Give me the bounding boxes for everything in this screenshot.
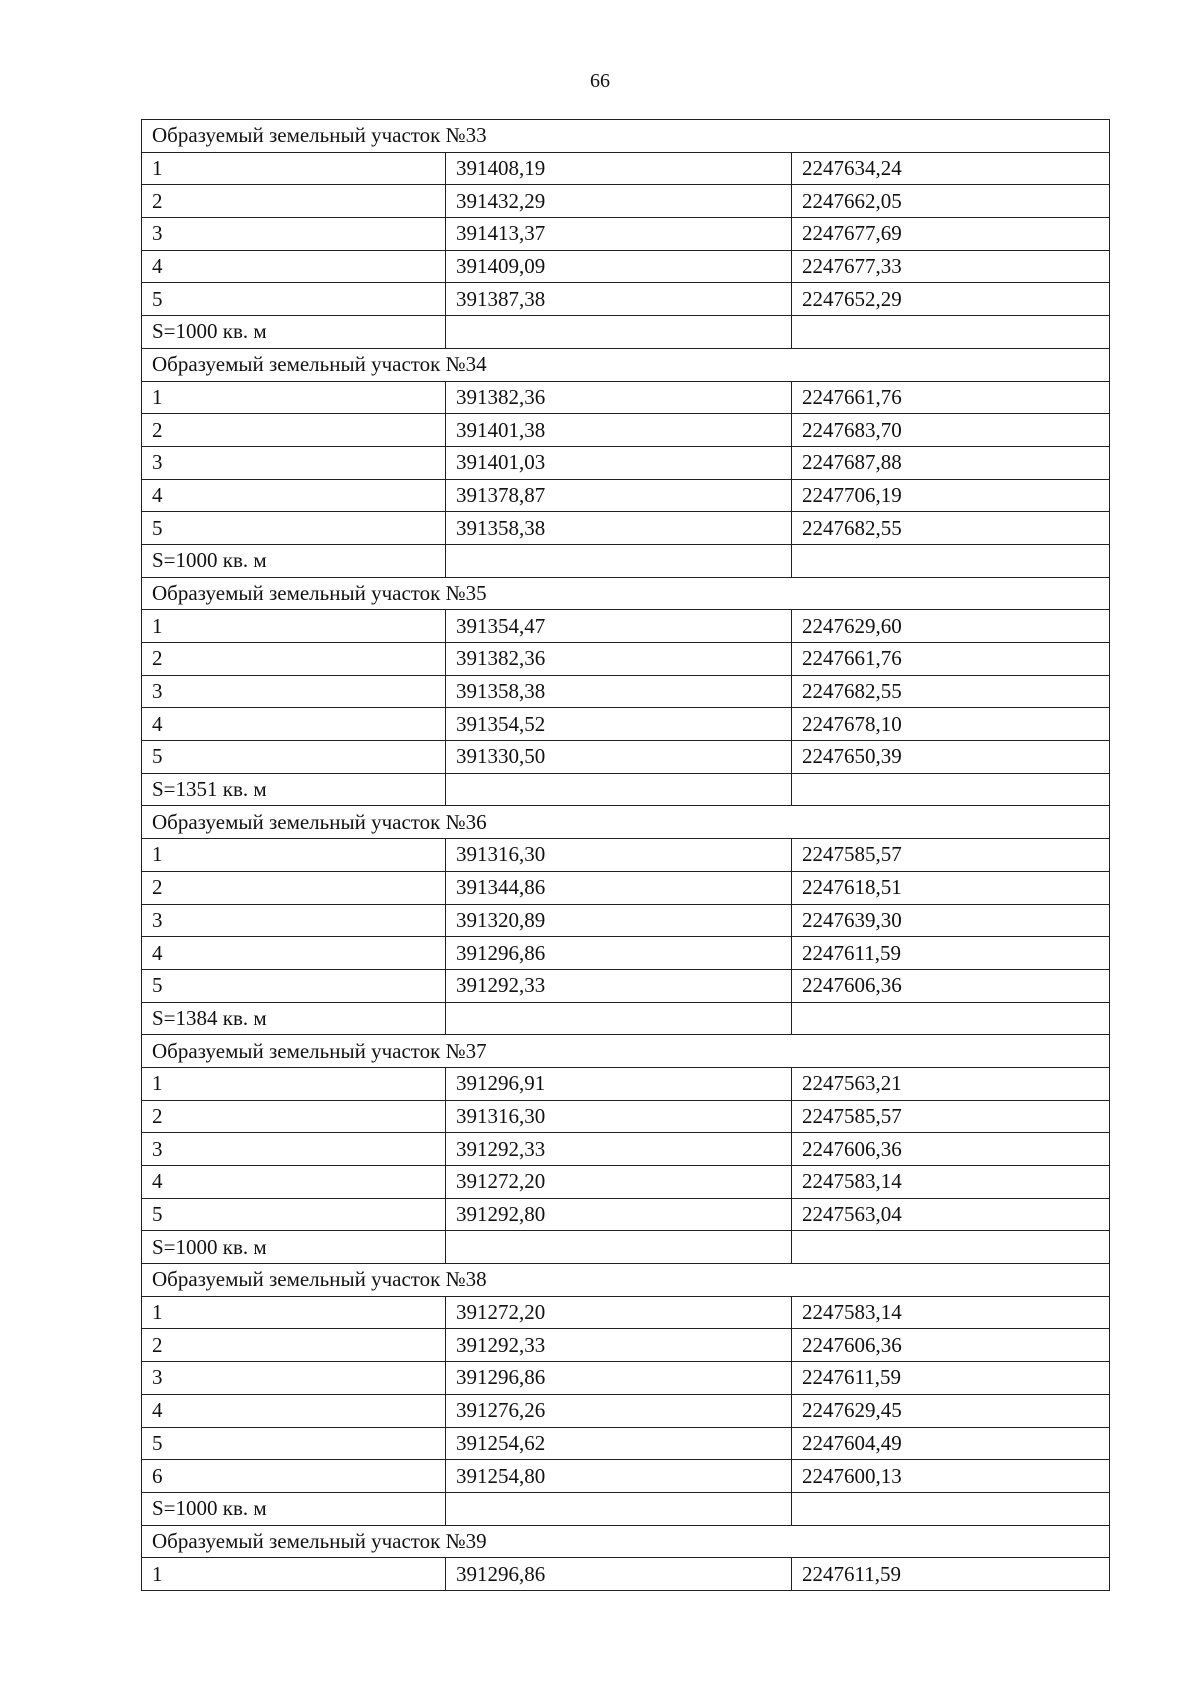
area-value: S=1000 кв. м <box>142 1231 446 1264</box>
table-row <box>142 1198 1110 1231</box>
table-row <box>142 152 1110 185</box>
coordinate-y: 2247677,33 <box>792 250 1110 283</box>
coordinate-x: 391378,87 <box>446 479 792 512</box>
point-number: 1 <box>142 381 446 414</box>
section-title: Образуемый земельный участок №34 <box>142 348 1110 381</box>
table-row <box>142 479 1110 512</box>
coordinate-x: 391358,38 <box>446 512 792 545</box>
coordinate-x: 391408,19 <box>446 152 792 185</box>
empty-cell <box>446 773 792 806</box>
coordinate-y: 2247618,51 <box>792 871 1110 904</box>
table-row <box>142 969 1110 1002</box>
coordinate-x: 391354,47 <box>446 610 792 643</box>
area-row <box>142 1231 1110 1264</box>
point-number: 3 <box>142 446 446 479</box>
coordinate-y: 2247661,76 <box>792 381 1110 414</box>
table-row <box>142 839 1110 872</box>
table-row <box>142 741 1110 774</box>
point-number: 3 <box>142 675 446 708</box>
empty-cell <box>792 773 1110 806</box>
section-title-row <box>142 1525 1110 1558</box>
point-number: 5 <box>142 512 446 545</box>
area-row <box>142 316 1110 349</box>
point-number: 2 <box>142 1329 446 1362</box>
point-number: 1 <box>142 1558 446 1591</box>
coordinate-y: 2247662,05 <box>792 185 1110 218</box>
area-row <box>142 773 1110 806</box>
table-row <box>142 1394 1110 1427</box>
table-row <box>142 871 1110 904</box>
area-value: S=1384 кв. м <box>142 1002 446 1035</box>
point-number: 2 <box>142 1100 446 1133</box>
coordinate-y: 2247661,76 <box>792 643 1110 676</box>
coordinate-x: 391296,86 <box>446 1362 792 1395</box>
coordinate-x: 391344,86 <box>446 871 792 904</box>
coordinate-x: 391296,86 <box>446 1558 792 1591</box>
point-number: 1 <box>142 1067 446 1100</box>
coordinate-x: 391254,80 <box>446 1460 792 1493</box>
coordinate-y: 2247706,19 <box>792 479 1110 512</box>
section-title-row <box>142 577 1110 610</box>
coordinate-x: 391382,36 <box>446 381 792 414</box>
table-row <box>142 1460 1110 1493</box>
coordinate-x: 391254,62 <box>446 1427 792 1460</box>
point-number: 5 <box>142 741 446 774</box>
coordinate-y: 2247606,36 <box>792 1329 1110 1362</box>
section-title-row <box>142 1264 1110 1297</box>
coordinate-y: 2247683,70 <box>792 414 1110 447</box>
coordinate-y: 2247629,45 <box>792 1394 1110 1427</box>
table-row <box>142 512 1110 545</box>
coordinate-y: 2247634,24 <box>792 152 1110 185</box>
table-row <box>142 904 1110 937</box>
point-number: 4 <box>142 479 446 512</box>
coordinate-x: 391316,30 <box>446 839 792 872</box>
coordinate-y: 2247600,13 <box>792 1460 1110 1493</box>
table-row <box>142 381 1110 414</box>
point-number: 3 <box>142 1362 446 1395</box>
coordinate-x: 391296,86 <box>446 937 792 970</box>
empty-cell <box>446 1231 792 1264</box>
coordinate-y: 2247678,10 <box>792 708 1110 741</box>
coordinate-x: 391276,26 <box>446 1394 792 1427</box>
coordinate-x: 391292,33 <box>446 1329 792 1362</box>
table-row <box>142 1558 1110 1591</box>
coordinate-x: 391401,03 <box>446 446 792 479</box>
area-value: S=1351 кв. м <box>142 773 446 806</box>
table-row <box>142 1427 1110 1460</box>
table-row <box>142 1166 1110 1199</box>
coordinate-x: 391272,20 <box>446 1296 792 1329</box>
coordinate-y: 2247606,36 <box>792 1133 1110 1166</box>
coordinate-x: 391320,89 <box>446 904 792 937</box>
coordinate-y: 2247583,14 <box>792 1166 1110 1199</box>
coordinate-y: 2247585,57 <box>792 839 1110 872</box>
table-row <box>142 643 1110 676</box>
point-number: 2 <box>142 871 446 904</box>
point-number: 2 <box>142 643 446 676</box>
coordinate-y: 2247639,30 <box>792 904 1110 937</box>
empty-cell <box>792 1231 1110 1264</box>
table-row <box>142 937 1110 970</box>
coordinate-x: 391432,29 <box>446 185 792 218</box>
point-number: 4 <box>142 708 446 741</box>
point-number: 4 <box>142 250 446 283</box>
table-row <box>142 610 1110 643</box>
coordinate-y: 2247611,59 <box>792 1362 1110 1395</box>
section-title: Образуемый земельный участок №36 <box>142 806 1110 839</box>
section-title: Образуемый земельный участок №33 <box>142 120 1110 153</box>
coordinate-x: 391316,30 <box>446 1100 792 1133</box>
table-row <box>142 1133 1110 1166</box>
coordinate-x: 391292,80 <box>446 1198 792 1231</box>
coordinate-x: 391292,33 <box>446 969 792 1002</box>
coordinate-x: 391413,37 <box>446 218 792 251</box>
coordinates-table <box>141 119 1110 1591</box>
coordinate-x: 391358,38 <box>446 675 792 708</box>
table-row <box>142 708 1110 741</box>
page-number: 66 <box>590 70 610 92</box>
point-number: 5 <box>142 283 446 316</box>
point-number: 4 <box>142 937 446 970</box>
coordinate-x: 391409,09 <box>446 250 792 283</box>
section-title-row <box>142 806 1110 839</box>
point-number: 1 <box>142 1296 446 1329</box>
table-row <box>142 1362 1110 1395</box>
table-row <box>142 218 1110 251</box>
coordinate-y: 2247650,39 <box>792 741 1110 774</box>
point-number: 2 <box>142 185 446 218</box>
section-title-row <box>142 120 1110 153</box>
coordinate-x: 391296,91 <box>446 1067 792 1100</box>
section-title: Образуемый земельный участок №38 <box>142 1264 1110 1297</box>
point-number: 4 <box>142 1394 446 1427</box>
point-number: 3 <box>142 904 446 937</box>
area-row <box>142 1002 1110 1035</box>
point-number: 4 <box>142 1166 446 1199</box>
point-number: 5 <box>142 1427 446 1460</box>
empty-cell <box>792 1492 1110 1525</box>
coordinate-y: 2247606,36 <box>792 969 1110 1002</box>
point-number: 1 <box>142 610 446 643</box>
coordinate-x: 391292,33 <box>446 1133 792 1166</box>
coordinate-x: 391272,20 <box>446 1166 792 1199</box>
coordinate-y: 2247604,49 <box>792 1427 1110 1460</box>
empty-cell <box>446 1002 792 1035</box>
table-row <box>142 1100 1110 1133</box>
coordinate-y: 2247563,21 <box>792 1067 1110 1100</box>
coordinate-y: 2247677,69 <box>792 218 1110 251</box>
section-title-row <box>142 348 1110 381</box>
coordinate-y: 2247583,14 <box>792 1296 1110 1329</box>
table-row <box>142 283 1110 316</box>
point-number: 5 <box>142 1198 446 1231</box>
area-value: S=1000 кв. м <box>142 1492 446 1525</box>
point-number: 2 <box>142 414 446 447</box>
area-row <box>142 1492 1110 1525</box>
table-row <box>142 1329 1110 1362</box>
coordinate-y: 2247652,29 <box>792 283 1110 316</box>
point-number: 6 <box>142 1460 446 1493</box>
table-row <box>142 414 1110 447</box>
table-row <box>142 185 1110 218</box>
table-row <box>142 250 1110 283</box>
section-title: Образуемый земельный участок №39 <box>142 1525 1110 1558</box>
empty-cell <box>792 544 1110 577</box>
coordinate-x: 391401,38 <box>446 414 792 447</box>
coordinate-y: 2247611,59 <box>792 1558 1110 1591</box>
coordinate-x: 391330,50 <box>446 741 792 774</box>
coordinate-y: 2247611,59 <box>792 937 1110 970</box>
table-row <box>142 446 1110 479</box>
area-value: S=1000 кв. м <box>142 544 446 577</box>
empty-cell <box>792 1002 1110 1035</box>
section-title: Образуемый земельный участок №35 <box>142 577 1110 610</box>
area-value: S=1000 кв. м <box>142 316 446 349</box>
point-number: 5 <box>142 969 446 1002</box>
point-number: 3 <box>142 1133 446 1166</box>
coordinate-y: 2247687,88 <box>792 446 1110 479</box>
point-number: 1 <box>142 152 446 185</box>
section-title-row <box>142 1035 1110 1068</box>
empty-cell <box>446 1492 792 1525</box>
empty-cell <box>446 316 792 349</box>
section-title: Образуемый земельный участок №37 <box>142 1035 1110 1068</box>
empty-cell <box>792 316 1110 349</box>
coordinate-x: 391382,36 <box>446 643 792 676</box>
table-row <box>142 675 1110 708</box>
coordinate-x: 391354,52 <box>446 708 792 741</box>
coordinate-y: 2247682,55 <box>792 512 1110 545</box>
area-row <box>142 544 1110 577</box>
coordinate-y: 2247585,57 <box>792 1100 1110 1133</box>
point-number: 1 <box>142 839 446 872</box>
coordinate-x: 391387,38 <box>446 283 792 316</box>
table-row <box>142 1067 1110 1100</box>
coordinate-y: 2247563,04 <box>792 1198 1110 1231</box>
coordinate-y: 2247629,60 <box>792 610 1110 643</box>
coordinate-y: 2247682,55 <box>792 675 1110 708</box>
point-number: 3 <box>142 218 446 251</box>
table-row <box>142 1296 1110 1329</box>
empty-cell <box>446 544 792 577</box>
